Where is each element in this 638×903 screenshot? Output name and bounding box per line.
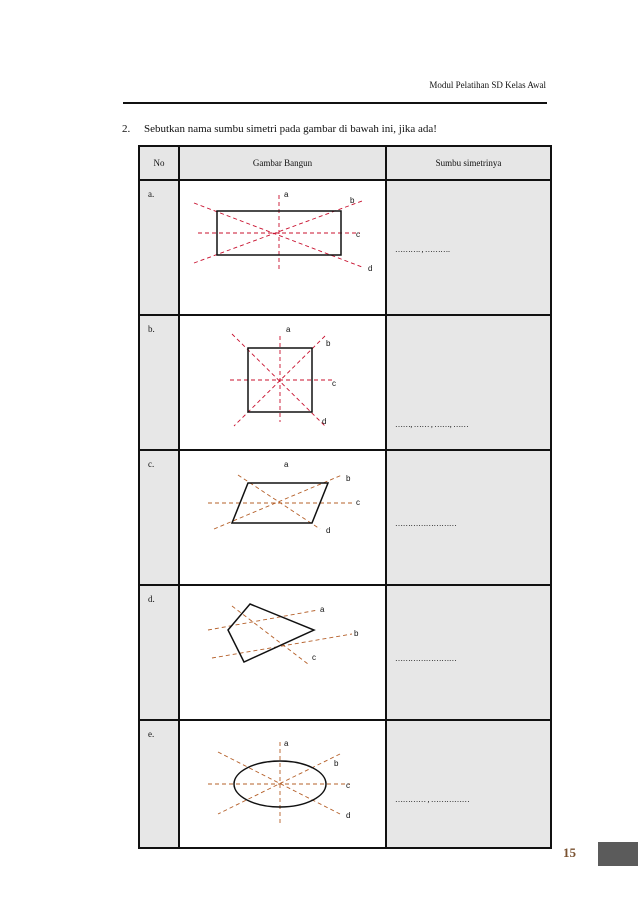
figure-cell bbox=[179, 450, 386, 585]
axis-label: a bbox=[320, 605, 325, 614]
axis-label: c bbox=[356, 230, 360, 239]
row-label: b. bbox=[148, 324, 155, 334]
axis-label: b bbox=[354, 629, 359, 638]
ellipse-figure bbox=[180, 732, 385, 832]
table-row bbox=[139, 585, 551, 720]
answer-cell bbox=[386, 450, 551, 585]
axis-label: c bbox=[312, 653, 316, 662]
axis-label: b bbox=[346, 474, 351, 483]
figure-cell bbox=[179, 180, 386, 315]
footer-decoration bbox=[598, 842, 638, 866]
axis-label: b bbox=[326, 339, 331, 348]
rectangle-figure bbox=[180, 181, 385, 309]
row-label-cell bbox=[139, 180, 179, 315]
figure-cell bbox=[179, 585, 386, 720]
axis-label: d bbox=[346, 810, 351, 820]
row-label: d. bbox=[148, 594, 155, 604]
axis-label: b bbox=[334, 758, 339, 768]
header-rule bbox=[123, 102, 547, 104]
page-number: 15 bbox=[563, 845, 576, 860]
axis-label: b bbox=[350, 196, 355, 205]
square-figure bbox=[180, 316, 385, 444]
header-axes: Sumbu simetrinya bbox=[386, 146, 551, 180]
header-title: Modul Pelatihan SD Kelas Awal bbox=[429, 80, 546, 90]
answer-cell bbox=[386, 585, 551, 720]
axis-label: a bbox=[286, 325, 291, 334]
answer-blank: ……, …… , ……, …… bbox=[395, 420, 469, 429]
figure-cell bbox=[179, 720, 386, 848]
answer-blank: ………… , …………… bbox=[395, 795, 470, 804]
row-label-cell bbox=[139, 450, 179, 585]
answer-blank: …………………… bbox=[395, 519, 457, 528]
axis-label: d bbox=[322, 417, 327, 426]
table-row bbox=[139, 180, 551, 315]
axis-label: c bbox=[346, 780, 350, 790]
question-text: Sebutkan nama sumbu simetri pada gambar di bawah ini, jika ada! bbox=[144, 123, 437, 135]
answer-cell bbox=[386, 180, 551, 315]
answer-blank: ………. , ………. bbox=[395, 245, 450, 254]
answer-cell bbox=[386, 720, 551, 848]
axis-label: a bbox=[284, 460, 289, 469]
figure-cell bbox=[179, 315, 386, 450]
table-row bbox=[139, 315, 551, 450]
answer-blank: …………………… bbox=[395, 654, 457, 663]
axis-label: c bbox=[356, 498, 360, 507]
table-row bbox=[139, 720, 551, 848]
axis-label: c bbox=[332, 379, 336, 388]
axis-label: d bbox=[368, 264, 373, 273]
parallelogram-figure bbox=[180, 451, 385, 579]
row-label-cell bbox=[139, 585, 179, 720]
header-shape: Gambar Bangun bbox=[179, 146, 386, 180]
row-label-cell bbox=[139, 315, 179, 450]
question bbox=[122, 123, 437, 135]
row-label-cell bbox=[139, 720, 179, 848]
axis-label: a bbox=[284, 190, 289, 199]
table-row bbox=[139, 450, 551, 585]
question-number: 2. bbox=[122, 123, 131, 135]
page-header bbox=[0, 0, 638, 110]
axis-label: d bbox=[326, 526, 331, 535]
symmetry-table bbox=[138, 145, 552, 849]
row-label: a. bbox=[148, 189, 155, 199]
row-label: c. bbox=[148, 459, 155, 469]
row-label: e. bbox=[148, 729, 155, 739]
kite-figure bbox=[180, 586, 385, 714]
answer-cell bbox=[386, 315, 551, 450]
axis-label: a bbox=[284, 738, 289, 748]
table-header-row bbox=[139, 146, 551, 180]
header-no: No bbox=[139, 146, 179, 180]
